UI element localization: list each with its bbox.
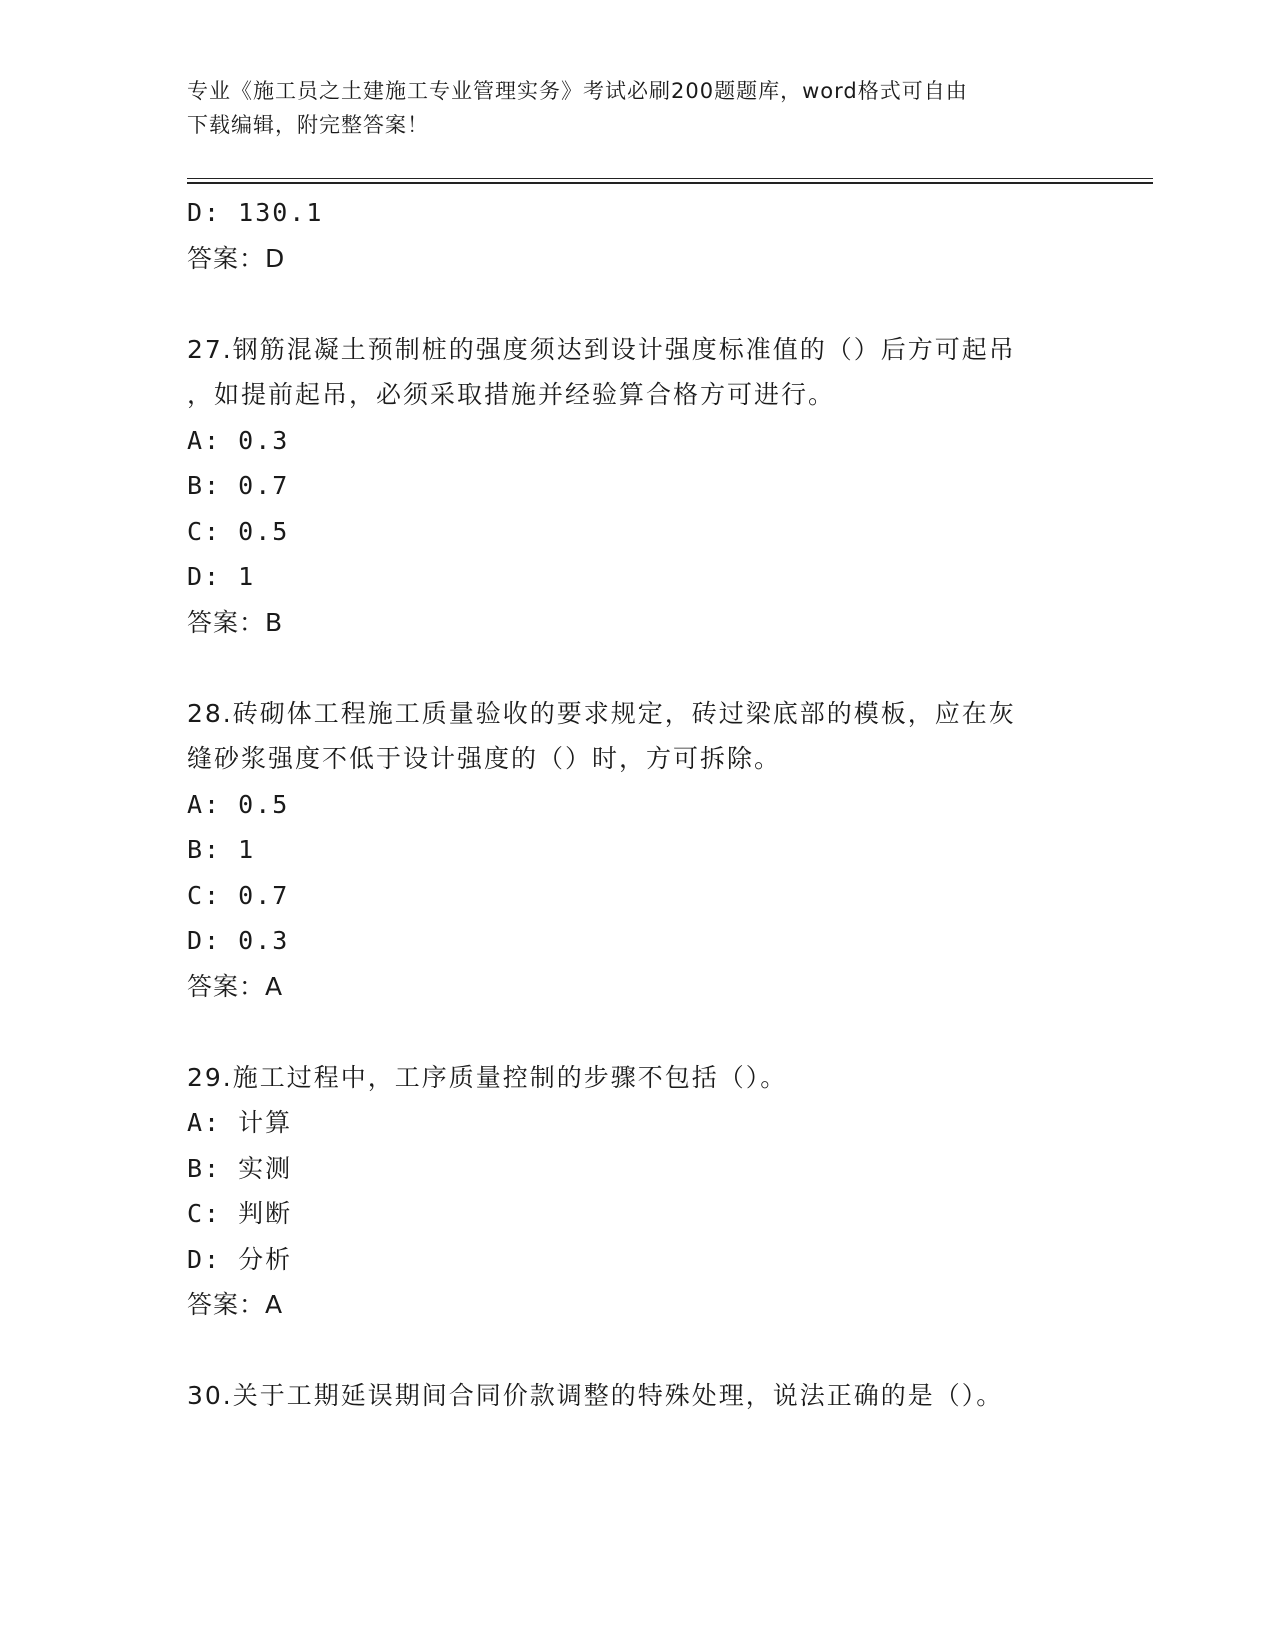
option-d: D: 分析 xyxy=(187,1244,293,1274)
answer-line: 答案：A xyxy=(187,1290,284,1319)
answer-line: 答案：A xyxy=(187,971,284,1001)
question-30 xyxy=(187,1373,1087,1419)
header-title-line-2: 下载编辑，附完整答案！ xyxy=(187,113,429,137)
question-27 xyxy=(187,327,1087,646)
answer-line: 答案：D xyxy=(187,243,286,273)
option-b: B: 0.7 xyxy=(187,471,290,500)
spacer xyxy=(187,1009,1087,1055)
option-c: C: 0.5 xyxy=(187,516,290,546)
spacer xyxy=(187,1328,1087,1374)
spacer xyxy=(187,281,1087,327)
answer-line: 答案：B xyxy=(187,607,284,637)
spacer xyxy=(187,645,1087,691)
option-d: D: 1 xyxy=(187,562,256,591)
header-divider-thick xyxy=(187,182,1153,184)
question-text-line-1: 29.施工过程中，工序质量控制的步骤不包括（）。 xyxy=(187,1062,788,1092)
option-d: D: 130.1 xyxy=(187,198,324,227)
header-divider-thin xyxy=(187,178,1153,179)
option-c: C: 判断 xyxy=(187,1199,293,1228)
document-header xyxy=(187,74,1087,142)
option-c: C: 0.7 xyxy=(187,880,290,910)
question-text-line-2: 缝砂浆强度不低于设计强度的（）时，方可拆除。 xyxy=(187,744,782,773)
question-list xyxy=(187,190,1087,1419)
option-b: B: 实测 xyxy=(187,1153,293,1183)
header-title-line-1: 专业《施工员之土建施工专业管理实务》考试必刷200题题库，word格式可自由 xyxy=(187,79,968,103)
question-29 xyxy=(187,1055,1087,1328)
question-text-line-1: 27.钢筋混凝土预制桩的强度须达到设计强度标准值的（）后方可起吊 xyxy=(187,334,1016,364)
option-b: B: 1 xyxy=(187,835,256,864)
option-a: A: 0.5 xyxy=(187,789,290,819)
option-a: A: 计算 xyxy=(187,1108,293,1137)
question-text-line-1: 30.关于工期延误期间合同价款调整的特殊处理，说法正确的是（）。 xyxy=(187,1381,1004,1410)
question-text-line-1: 28.砖砌体工程施工质量验收的要求规定，砖过梁底部的模板，应在灰 xyxy=(187,698,1016,728)
option-d: D: 0.3 xyxy=(187,926,290,955)
question-28 xyxy=(187,691,1087,1010)
question-text-line-2: ，如提前起吊，必须采取措施并经验算合格方可进行。 xyxy=(187,380,836,409)
option-a: A: 0.3 xyxy=(187,425,290,455)
